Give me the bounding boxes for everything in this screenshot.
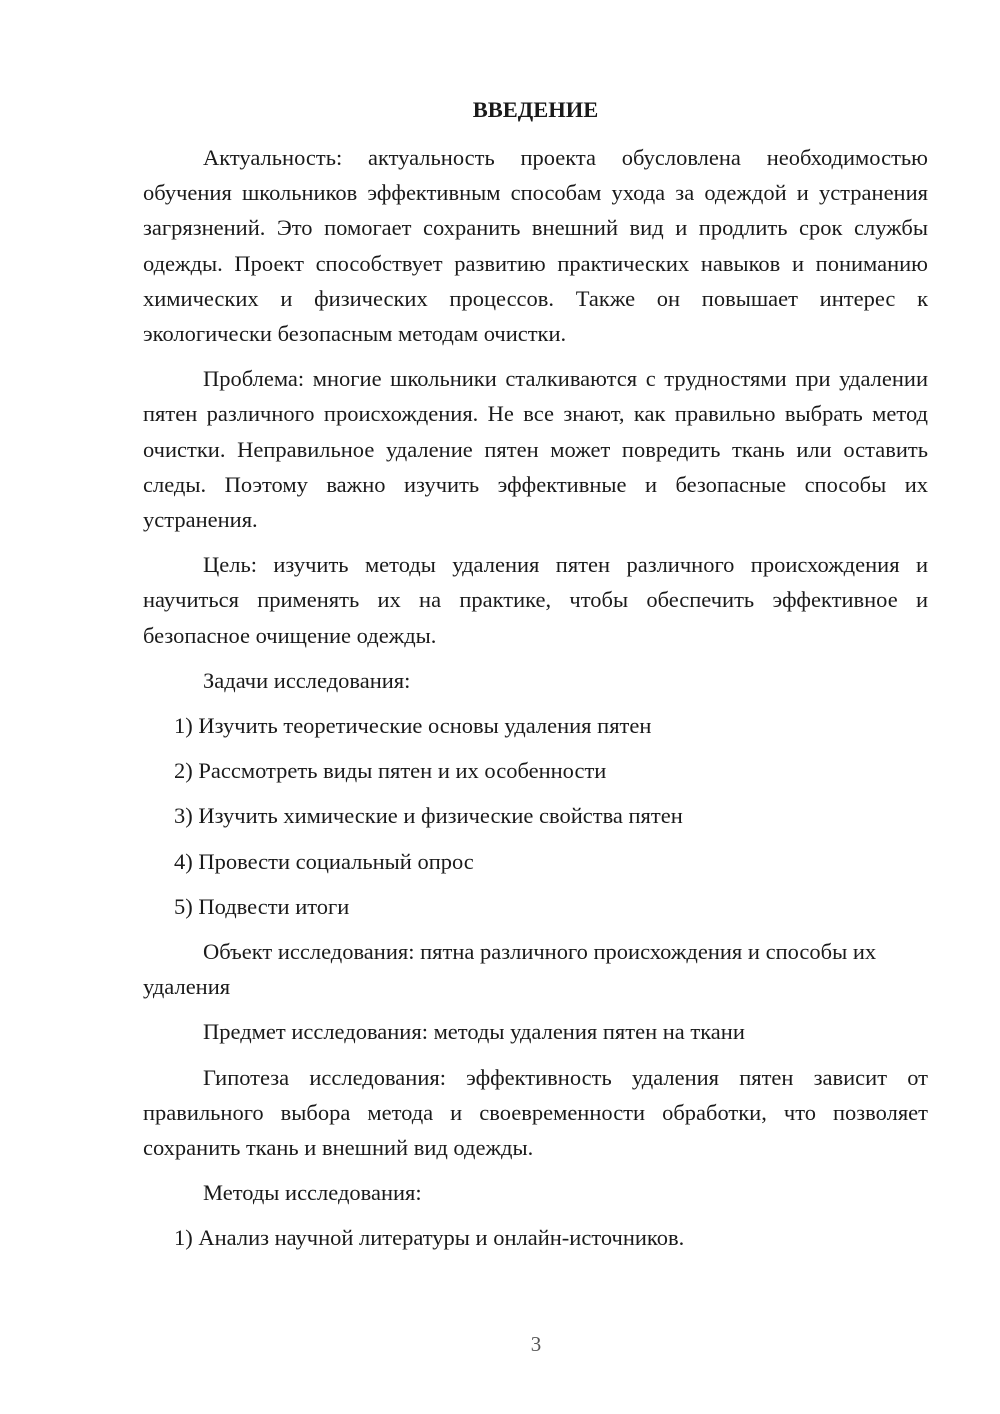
task-item: 1) Изучить теоретические основы удаления пятен bbox=[174, 713, 652, 739]
tasks-list bbox=[143, 708, 928, 924]
page-title: ВВЕДЕНИЕ bbox=[472, 97, 599, 122]
problem-paragraph: Проблема: многие школьники сталкиваются с трудностями при удалении пятен различного происхождения. Не все знают, как правильно выбрать метод очистки. Неправильное удаление пятен может повредить ткань или оставить следы. Поэтому важно изучить эффективные и безопасные способы их устранения. bbox=[143, 366, 928, 533]
page-number: 3 bbox=[530, 1332, 542, 1356]
task-item: 3) Изучить химические и физические свойства пятен bbox=[174, 803, 683, 829]
tasks-heading: Задачи исследования: bbox=[203, 667, 411, 693]
method-item: 1) Анализ научной литературы и онлайн-источников. bbox=[174, 1225, 685, 1251]
task-item: 5) Подвести итоги bbox=[174, 893, 350, 919]
methods-list bbox=[143, 1220, 928, 1255]
task-item: 4) Провести социальный опрос bbox=[174, 848, 474, 874]
document-page bbox=[143, 92, 928, 1266]
subject-paragraph: Предмет исследования: методы удаления пятен на ткани bbox=[203, 1019, 745, 1045]
task-item: 2) Рассмотреть виды пятен и их особенности bbox=[174, 758, 607, 784]
object-paragraph: Объект исследования: пятна различного происхождения и способы их удаления bbox=[143, 939, 877, 1000]
goal-paragraph: Цель: изучить методы удаления пятен различного происхождения и научиться применять их на практике, чтобы обеспечить эффективное и безопасное очищение одежды. bbox=[143, 552, 928, 648]
relevance-paragraph: Актуальность: актуальность проекта обусловлена необходимостью обучения школьников эффективным способам ухода за одеждой и устранения загрязнений. Это помогает сохранить внешний вид и продлить срок службы одежды. Проект способствует развитию практических навыков и пониманию химических и физических процессов. Также он повышает интерес к экологически безопасным методам очистки. bbox=[143, 145, 928, 347]
hypothesis-paragraph: Гипотеза исследования: эффективность удаления пятен зависит от правильного выбора метода и своевременности обработки, что позволяет сохранить ткань и внешний вид одежды. bbox=[143, 1064, 928, 1161]
methods-heading: Методы исследования: bbox=[203, 1180, 422, 1206]
